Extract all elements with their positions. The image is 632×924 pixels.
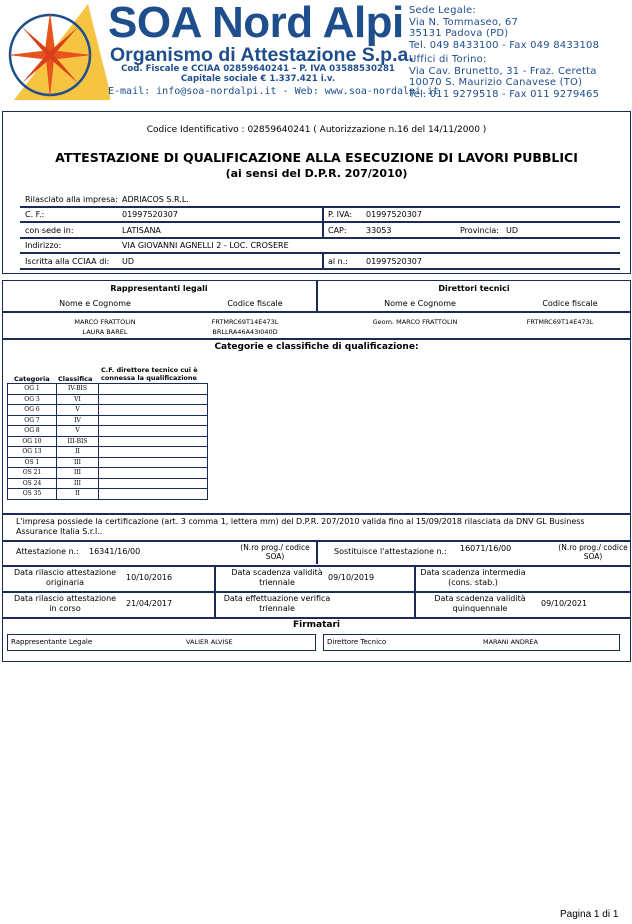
provincia-label: Provincia: <box>460 226 499 235</box>
signatories-title: Firmatari <box>292 620 341 630</box>
row-divider <box>2 338 631 340</box>
col-classifica: Classifica <box>58 375 93 383</box>
brand-name: SOA Nord Alpi <box>108 0 404 47</box>
tech-directors-title: Direttori tecnici <box>438 284 510 293</box>
attestazione-value: 16341/16/00 <box>89 547 141 556</box>
sostituisce-value: 16071/16/00 <box>460 544 512 553</box>
categoria-cell: OG 1 <box>8 384 57 395</box>
codice-identificativo: Codice Identificativo : 02859640241 ( Autorizzazione n.16 del 14/11/2000 ) <box>146 125 487 135</box>
sede-legale-city: 35131 Padova (PD) <box>409 28 509 39</box>
uffici-torino-city: 10070 S. Maurizio Canavese (TO) <box>409 77 583 88</box>
categoria-cell: OG 13 <box>8 447 57 458</box>
row-divider <box>2 513 631 515</box>
categories-title: Categorie e classifiche di qualificazione: <box>214 342 419 352</box>
classifica-cell: II <box>57 489 99 500</box>
table-row <box>8 415 208 426</box>
tech-col-cf: Codice fiscale <box>542 299 598 308</box>
tech-director-cf: FRTMRC69T14E473L <box>526 318 594 326</box>
tech-col-name: Nome e Cognome <box>384 299 456 308</box>
cap-label: CAP: <box>328 226 347 235</box>
row-divider <box>2 311 631 313</box>
attestazione-note: (N.ro prog./ codice SOA) <box>240 543 310 561</box>
cciaa-label: Iscritta alla CCIAA di: <box>25 257 110 266</box>
classifica-cell: V <box>57 405 99 416</box>
tech-director-name: Geom. MARCO FRATTOLIN <box>372 318 458 326</box>
table-row <box>8 457 208 468</box>
row-divider <box>20 237 620 239</box>
table-row <box>8 405 208 416</box>
sede-value: LATISANA <box>122 226 161 235</box>
classifica-cell: III <box>57 478 99 489</box>
sostituisce-note: (N.ro prog./ codice SOA) <box>558 543 628 561</box>
row-divider <box>20 206 620 208</box>
classifica-cell: III <box>57 457 99 468</box>
row-divider <box>20 268 620 270</box>
row-divider <box>20 221 620 223</box>
scadenza-intermedia-label: Data scadenza intermedia (cons. stab.) <box>420 568 526 587</box>
legal-col-name: Nome e Cognome <box>59 299 131 308</box>
col-cf-direttore: C.F. direttore tecnico cui è connessa la qualificazione <box>101 366 198 382</box>
aln-label: al n.: <box>328 257 348 266</box>
scadenza-quinquennale-value: 09/10/2021 <box>541 599 588 608</box>
sede-legale-street: Via N. Tommaseo, 67 <box>409 16 519 28</box>
sostituisce-label: Sostituisce l'attestazione n.: <box>334 547 447 556</box>
table-row <box>8 436 208 447</box>
sede-legale-label: Sede Legale: <box>409 5 476 16</box>
categoria-cell: OG 3 <box>8 394 57 405</box>
capital-line: Capitale sociale € 1.337.421 i.v. <box>180 74 336 84</box>
table-row <box>8 384 208 395</box>
fiscal-line: Cod. Fiscale e CCIAA 02859640241 – P. IVA 03588530281 <box>121 64 395 74</box>
cf-value: 01997520307 <box>122 210 178 219</box>
aln-value: 01997520307 <box>366 257 422 266</box>
uffici-torino-label: Uffici di Torino: <box>409 54 487 65</box>
legal-rep-name: MARCO FRATTOLIN <box>74 318 136 326</box>
table-row <box>8 426 208 437</box>
cf-cell <box>99 468 208 479</box>
sede-legale <box>409 5 599 51</box>
row-divider <box>2 617 631 619</box>
certification-text: L'impresa possiede la certificazione (art. 3 comma 1, lettera mm) del D.P.R. 207/2010 valida fino al 15/09/2018 rilasciata da DNV GL Business Assurance Italia S.r.l.. <box>16 517 585 536</box>
cf-cell <box>99 489 208 500</box>
page-number: Pagina 1 di 1 <box>560 909 619 920</box>
table-row <box>8 447 208 458</box>
classifica-cell: II <box>57 447 99 458</box>
table-row <box>8 489 208 500</box>
classifica-cell: IV <box>57 415 99 426</box>
classifica-cell: III <box>57 468 99 479</box>
piva-value: 01997520307 <box>366 210 422 219</box>
categoria-cell: OS 21 <box>8 468 57 479</box>
classifica-cell: VI <box>57 394 99 405</box>
legal-signatory-label: Rappresentante Legale <box>11 638 93 646</box>
provincia-value: UD <box>506 226 519 235</box>
attestazione-label: Attestazione n.: <box>16 547 79 556</box>
cf-cell <box>99 478 208 489</box>
verifica-triennale-label: Data effettuazione verifica triennale <box>223 594 331 613</box>
table-row <box>8 394 208 405</box>
rilascio-originaria-value: 10/10/2016 <box>126 573 173 582</box>
classifica-cell: V <box>57 426 99 437</box>
sede-label: con sede in: <box>25 226 74 235</box>
cf-cell <box>99 436 208 447</box>
legal-rep-cf: BRLLRA46A43I040D <box>212 328 278 336</box>
col-divider <box>322 207 324 221</box>
title-frame <box>2 111 631 274</box>
sede-legale-phone: Tel. 049 8433100 - Fax 049 8433108 <box>409 39 600 51</box>
indirizzo-value: VIA GIOVANNI AGNELLI 2 - LOC. CROSERE <box>122 241 289 250</box>
rilasciato-label: Rilasciato alla impresa: <box>25 195 118 204</box>
cf-label: C. F.: <box>25 210 45 219</box>
classifica-cell: III-BIS <box>57 436 99 447</box>
rilascio-originaria-label: Data rilascio attestazione originaria <box>13 568 117 587</box>
document-title: ATTESTAZIONE DI QUALIFICAZIONE ALLA ESECUZIONE DI LAVORI PUBBLICI <box>55 150 578 165</box>
table-row <box>8 478 208 489</box>
contact-line: E-mail: info@soa-nordalpi.it - Web: www.soa-nordalpi.it <box>108 86 440 97</box>
cf-cell <box>99 426 208 437</box>
legal-col-cf: Codice fiscale <box>227 299 283 308</box>
cf-cell <box>99 415 208 426</box>
categoria-cell: OG 10 <box>8 436 57 447</box>
uffici-torino-phone: Tel. 011 9279518 - Fax 011 9279465 <box>409 88 600 100</box>
legal-rep-cf: FRTMRC69T14E473L <box>211 318 279 326</box>
legal-rep-name: LAURA BAREL <box>82 328 128 336</box>
scadenza-triennale-label: Data scadenza validità triennale <box>231 568 323 587</box>
row-divider <box>2 591 631 593</box>
legal-reps-title: Rappresentanti legali <box>110 284 208 293</box>
row-divider <box>2 565 631 567</box>
scadenza-triennale-value: 09/10/2019 <box>328 573 375 582</box>
indirizzo-label: Indirizzo: <box>25 241 62 250</box>
rilascio-corso-value: 21/04/2017 <box>126 599 173 608</box>
categoria-cell: OS 24 <box>8 478 57 489</box>
uffici-torino-street: Via Cav. Brunetto, 31 - Fraz. Ceretta <box>409 65 597 77</box>
cf-cell <box>99 384 208 395</box>
cciaa-value: UD <box>122 257 135 266</box>
brand-subtitle: Organismo di Attestazione S.p.a. <box>110 44 414 66</box>
categoria-cell: OG 7 <box>8 415 57 426</box>
categoria-cell: OG 8 <box>8 426 57 437</box>
categories-table <box>7 383 208 500</box>
classifica-cell: IV-BIS <box>57 384 99 395</box>
col-categoria: Categoria <box>14 375 50 383</box>
col-divider <box>316 541 318 564</box>
categoria-cell: OS 35 <box>8 489 57 500</box>
cf-cell <box>99 394 208 405</box>
rilascio-corso-label: Data rilascio attestazione in corso <box>13 594 117 613</box>
cf-cell <box>99 405 208 416</box>
tech-signatory-value: MARANI ANDREA <box>483 638 538 646</box>
categoria-cell: OS 1 <box>8 457 57 468</box>
soa-logo-icon <box>0 0 110 104</box>
cf-cell <box>99 447 208 458</box>
cf-cell <box>99 457 208 468</box>
cap-value: 33053 <box>366 226 392 235</box>
legal-signatory-value: VALIER ALVISE <box>186 638 233 646</box>
categoria-cell: OG 6 <box>8 405 57 416</box>
rilasciato-value: ADRIACOS S.R.L. <box>122 195 189 204</box>
col-divider <box>322 253 324 268</box>
col-divider <box>322 222 324 237</box>
row-divider <box>20 252 620 254</box>
tech-signatory-label: Direttore Tecnico <box>327 638 387 646</box>
table-row <box>8 468 208 479</box>
uffici-torino <box>409 54 599 100</box>
scadenza-quinquennale-label: Data scadenza validità quinquennale <box>434 594 526 613</box>
document-subtitle: (ai sensi del D.P.R. 207/2010) <box>225 167 408 180</box>
letterhead <box>0 0 632 104</box>
piva-label: P. IVA: <box>328 210 353 219</box>
